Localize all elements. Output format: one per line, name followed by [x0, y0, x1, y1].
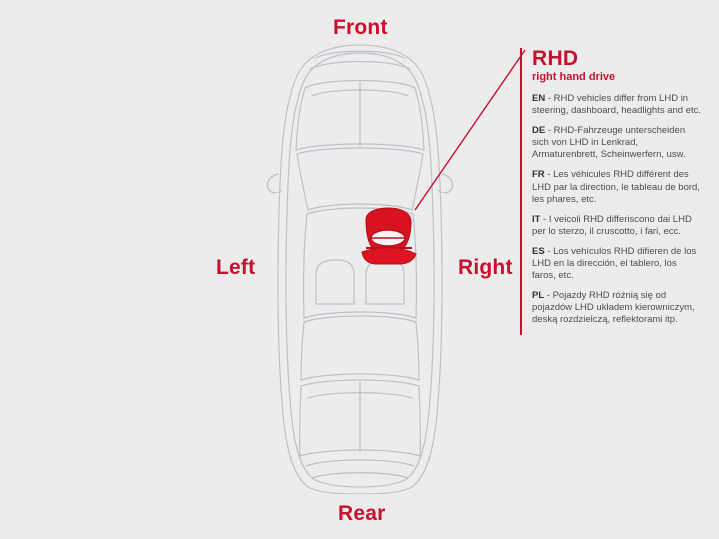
lang-block-pl [532, 290, 702, 326]
info-panel [520, 48, 702, 335]
orientation-label-front: Front [333, 16, 388, 39]
lang-text-it: - I veicoli RHD differiscono dai LHD per lo sterzo, il cruscotto, i fari, ecc. [532, 213, 692, 237]
orientation-label-rear: Rear [338, 502, 386, 525]
car-topdown-illustration [250, 42, 470, 494]
lang-code-en: EN [532, 93, 546, 104]
driver-position-highlight [362, 208, 416, 264]
lang-code-es: ES [532, 245, 545, 257]
lang-block-de [532, 125, 702, 161]
info-title: RHD [532, 47, 579, 70]
lang-text-en: - RHD vehicles differ from LHD in steering, dashboard, headlights and etc. [532, 93, 702, 117]
lang-text-de: - RHD-Fahrzeuge unterscheiden sich von LHD in Lenkrad, Armaturenbrett, Scheinwerfern, usw. [532, 125, 686, 161]
lang-code-fr: FR [532, 169, 545, 181]
lang-block-es [532, 246, 702, 282]
info-subtitle: right hand drive [532, 71, 616, 83]
lang-text-fr: - Les véhicules RHD différent des LHD par la direction, le tableau de bord, les phares, etc. [532, 169, 700, 205]
lang-block-it [532, 214, 702, 238]
lang-text-es: - Los vehículos RHD difieren de los LHD en la dirección, el tablero, los faros, etc. [532, 245, 697, 282]
lang-text-pl: - Pojazdy RHD różnią się od pojazdów LHD układem kierowniczym, deską rozdzielczą, reflektorami itp. [532, 290, 695, 326]
lang-code-pl: PL [532, 290, 545, 302]
lang-code-de: DE [532, 125, 546, 137]
lang-code-it: IT [532, 213, 541, 225]
orientation-label-left: Left [216, 256, 256, 279]
lang-block-en [532, 93, 702, 117]
lang-block-fr [532, 169, 702, 205]
orientation-label-right: Right [458, 256, 513, 279]
